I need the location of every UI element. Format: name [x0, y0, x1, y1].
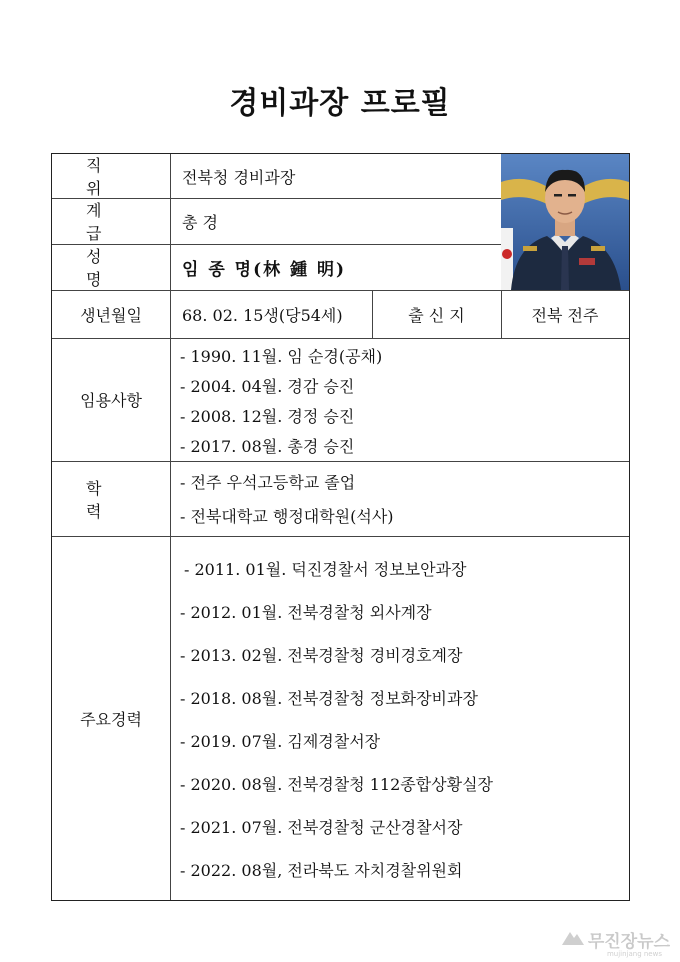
name-label: 성명	[86, 247, 136, 289]
list-item: - 2018. 08월. 전북경찰청 정보화장비과장	[180, 689, 478, 708]
list-item: - 2008. 12월. 경정 승진	[180, 407, 355, 426]
page-title: 경비과장 프로필	[229, 86, 451, 121]
list-item: - 2017. 08월. 총경 승진	[180, 437, 355, 456]
profile-table	[51, 153, 630, 901]
list-item: - 2011. 01월. 덕진경찰서 정보보안과장	[184, 560, 467, 579]
watermark-subtext: mujinjang news	[606, 950, 662, 958]
list-item: - 1990. 11월. 임 순경(공채)	[180, 347, 383, 366]
mountain-icon	[562, 929, 584, 950]
rank-label: 계급	[86, 201, 136, 243]
appointment-label: 임용사항	[80, 391, 142, 410]
list-item: - 2004. 04월. 경감 승진	[180, 377, 355, 396]
list-item: - 2020. 08월. 전북경찰청 112종합상황실장	[180, 775, 494, 794]
list-item: - 2021. 07월. 전북경찰청 군산경찰서장	[180, 818, 463, 837]
profile-photo	[501, 154, 629, 290]
list-item: - 2019. 07월. 김제경찰서장	[180, 732, 381, 751]
list-item: - 전주 우석고등학교 졸업	[180, 473, 356, 492]
rank-value: 총 경	[182, 212, 218, 232]
list-item: - 2022. 08월, 전라북도 자치경찰위원회	[180, 861, 463, 880]
name-value: 임 종 명(林 鍾 明)	[182, 259, 347, 280]
list-item: - 2013. 02월. 전북경찰청 경비경호계장	[180, 646, 463, 665]
watermark-logo	[562, 927, 670, 952]
position-value: 전북청 경비과장	[182, 167, 296, 187]
origin-value: 전북 전주	[531, 305, 599, 325]
list-item: - 2012. 01월. 전북경찰청 외사계장	[180, 603, 432, 622]
watermark-text: 무진장뉴스	[587, 932, 670, 952]
birth-label: 생년월일	[80, 305, 142, 325]
position-label: 직위	[86, 156, 136, 198]
birth-value: 68. 02. 15생(당54세)	[182, 305, 343, 325]
origin-label: 출 신 지	[408, 305, 465, 325]
education-label: 학력	[86, 478, 136, 521]
career-label: 주요경력	[80, 709, 142, 729]
list-item: - 전북대학교 행정대학원(석사)	[180, 507, 394, 526]
officer-portrait-image	[501, 154, 629, 290]
